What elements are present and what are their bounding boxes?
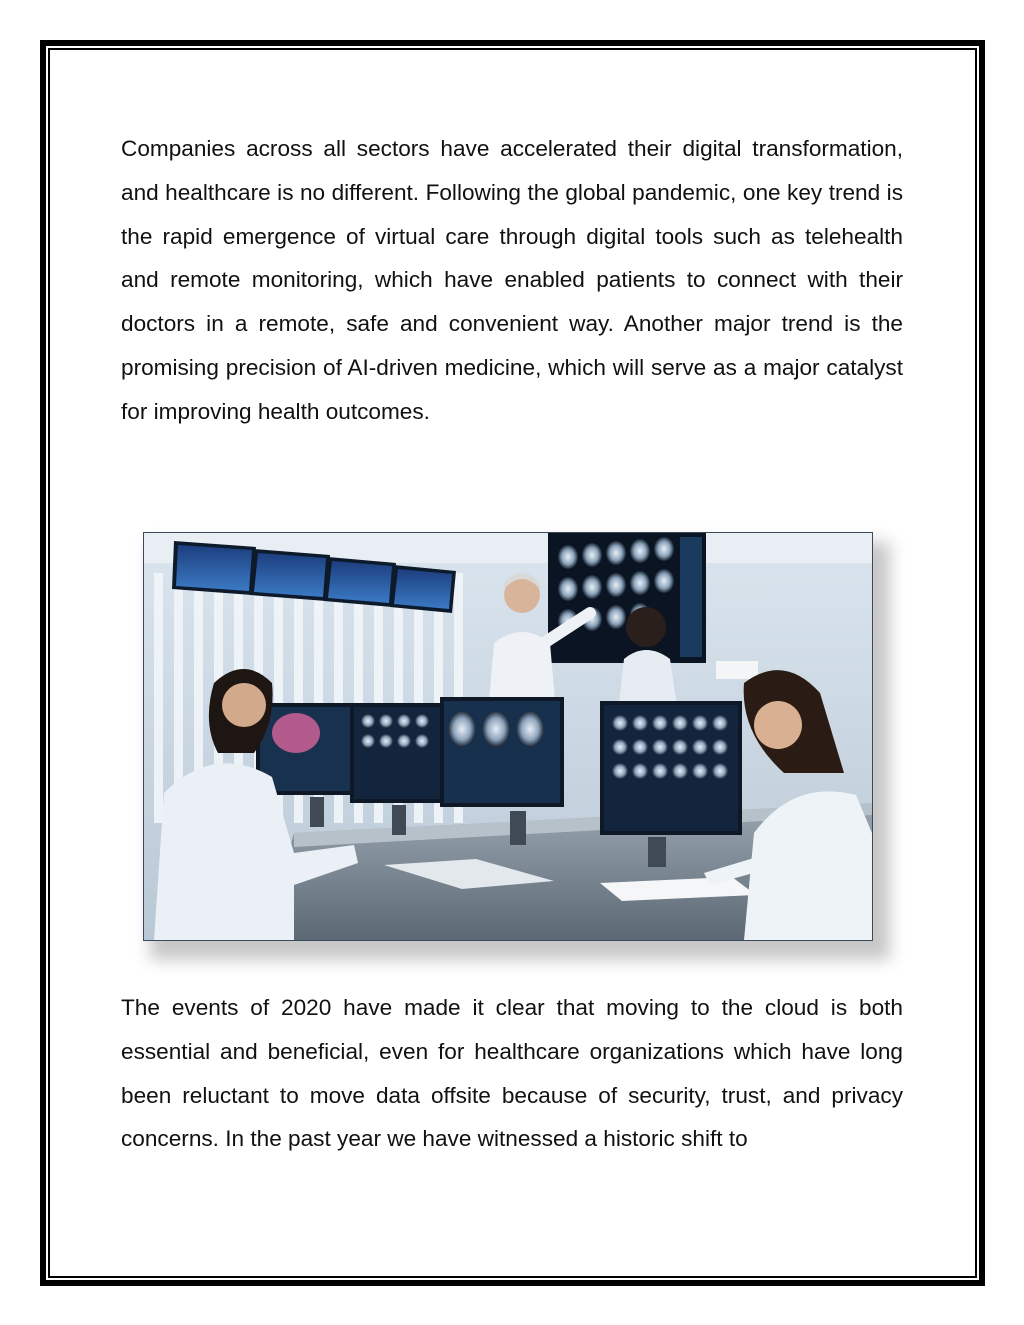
medical-control-room-photo <box>143 532 873 941</box>
medical-control-room-illustration <box>144 533 872 940</box>
body-paragraph-1: Companies across all sectors have accelerated their digital transformation, and healthcare is no different. Following the global pandemic, one key trend is the rapid emergence of virtual care through digital tools such as telehealth and remote monitoring, which have enabled patients to connect with their doctors in a remote, safe and convenient way. Another major trend is the promising precision of AI-driven medicine, which will serve as a major catalyst for improving health outcomes. <box>121 136 903 424</box>
body-paragraph-2: The events of 2020 have made it clear that moving to the cloud is both essential and beneficial, even for healthcare organizations which have long been reluctant to move data offsite because of security, trust, and privacy concerns. In the past year we have witnessed a historic shift to <box>121 995 903 1152</box>
